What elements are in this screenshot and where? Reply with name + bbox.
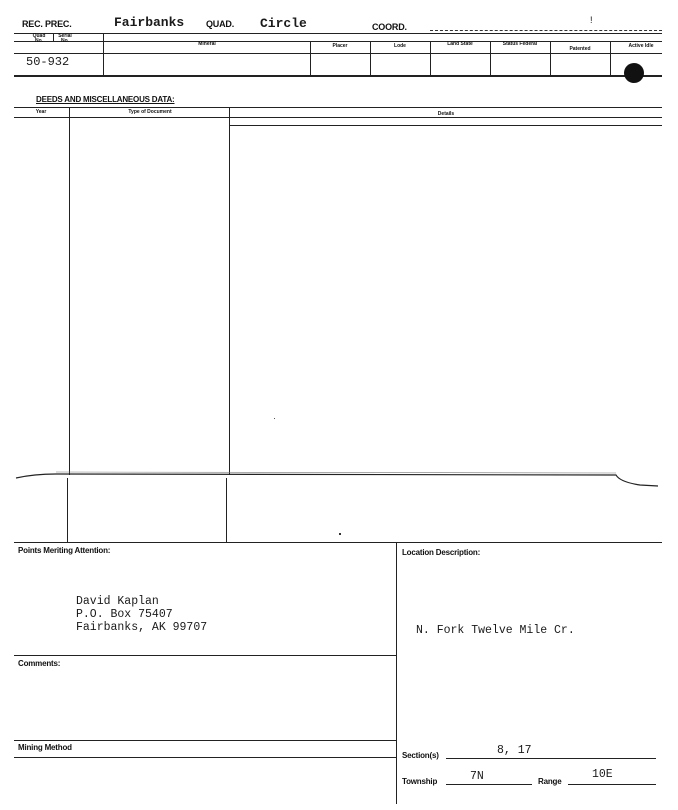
col-divider xyxy=(490,41,491,75)
active-idle-dot xyxy=(624,63,644,83)
township-label: Township xyxy=(402,777,438,786)
township-value: 7N xyxy=(470,770,484,783)
range-value: 10E xyxy=(592,768,613,781)
speck xyxy=(274,418,275,419)
coord-label: COORD. xyxy=(372,22,407,32)
sections-value: 8, 17 xyxy=(497,744,532,757)
range-label: Range xyxy=(538,777,562,786)
page-join-line xyxy=(0,466,678,492)
col-divider xyxy=(610,41,611,75)
col-serial-no: Serial No. xyxy=(58,33,72,44)
claim-table-top-rule xyxy=(14,33,662,34)
rec-prec-label: REC. PREC. xyxy=(22,19,72,29)
rec-prec-value: Fairbanks xyxy=(114,15,185,30)
col-details: Details xyxy=(437,111,455,117)
address-line-3: Fairbanks, AK 99707 xyxy=(76,621,208,634)
range-line xyxy=(568,784,656,785)
quad-no-value: 50-932 xyxy=(26,55,70,69)
claim-table-mid-rule xyxy=(14,53,662,54)
col-type-of-document: Type of Document xyxy=(128,109,172,115)
coord-line xyxy=(430,30,662,31)
col-patented: Patented xyxy=(569,46,591,52)
location-description: N. Fork Twelve Mile Cr. xyxy=(416,624,575,637)
col-placer: Placer xyxy=(332,43,348,49)
location-label: Location Description: xyxy=(402,548,481,557)
bottom-center-divider xyxy=(396,542,397,804)
deeds-header-rule-1 xyxy=(14,117,662,118)
col-land-state: Land State xyxy=(447,41,473,47)
address-line-1: David Kaplan xyxy=(76,595,159,608)
deeds-section-title: DEEDS AND MISCELLANEOUS DATA: xyxy=(36,95,175,104)
mining-under-rule xyxy=(14,757,396,758)
address-line-2: P.O. Box 75407 xyxy=(76,608,173,621)
col-year: Year xyxy=(35,109,47,115)
deeds-bottom-rule xyxy=(14,542,662,543)
deeds-col-divider-upper xyxy=(229,107,230,475)
col-mineral: Mineral xyxy=(198,41,216,47)
col-divider xyxy=(103,33,104,75)
comments-label: Comments: xyxy=(18,659,61,668)
col-quad-no: Quad No. xyxy=(32,33,46,44)
col-status-federal: Status Federal xyxy=(502,41,538,47)
col-divider xyxy=(430,41,431,75)
sections-line xyxy=(446,758,656,759)
points-label: Points Meriting Attention: xyxy=(18,546,111,555)
deeds-header-rule-2 xyxy=(230,125,662,126)
coord-mark: ! xyxy=(590,15,593,25)
mining-rule xyxy=(14,740,396,741)
speck xyxy=(339,533,341,535)
deeds-header-top-rule xyxy=(14,107,662,108)
col-active-idle: Active Idle xyxy=(628,43,654,49)
comments-rule xyxy=(14,655,396,656)
col-lode: Lode xyxy=(394,43,406,49)
quad-value: Circle xyxy=(260,16,307,31)
township-line xyxy=(446,784,532,785)
claim-table-bottom-rule xyxy=(14,75,662,77)
deeds-col-divider-upper xyxy=(69,107,70,475)
sections-label: Section(s) xyxy=(402,751,439,760)
mining-method-label: Mining Method xyxy=(18,743,72,752)
quad-label: QUAD. xyxy=(206,19,234,29)
